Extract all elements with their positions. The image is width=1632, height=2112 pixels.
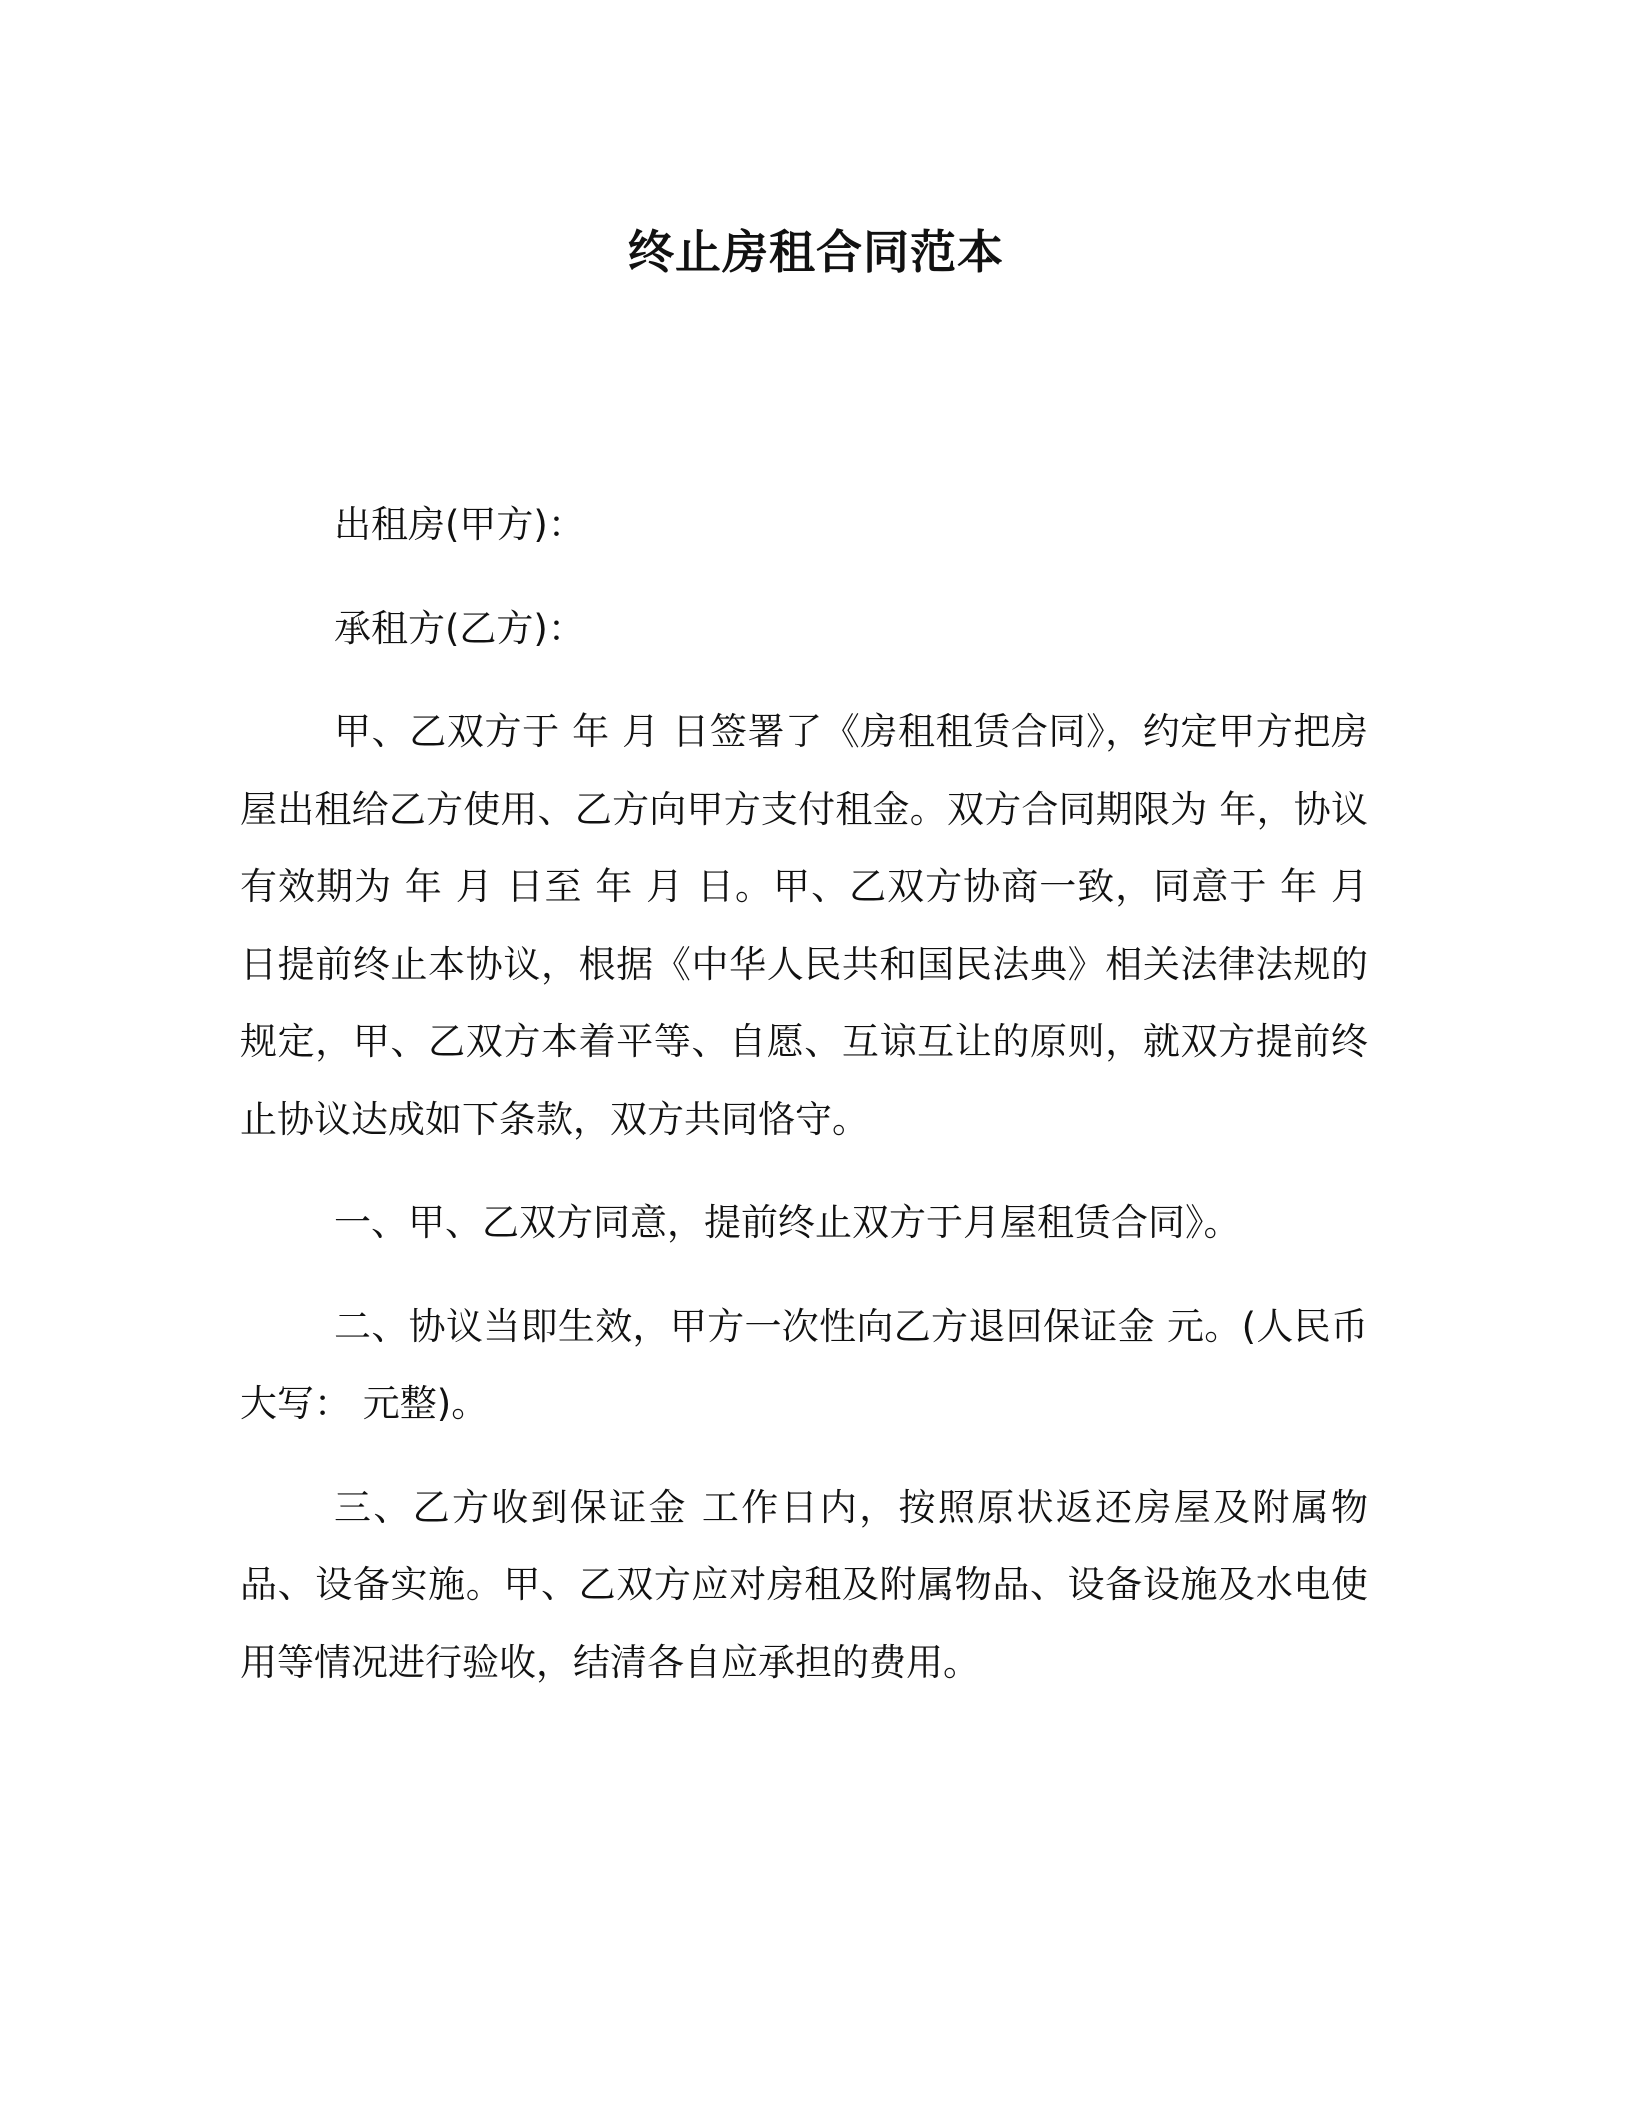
clause-1-paragraph: 一、甲、乙双方同意，提前终止双方于月屋租赁合同》。 [334,1201,1241,1244]
document-body [240,486,1368,1727]
preamble-paragraph: 甲、乙双方于 年 月 日签署了《房租租赁合同》，约定甲方把房屋出租给乙方使用、乙方向甲方支付租金。双方合同期限为 年，协议有效期为 年 月 日至 年 月 日。甲、乙双方协商一致，同意于 年 月 日提前终止本协议，根据《中华人民共和国民法典》相关法律法规的规定，甲、乙双方本着平等、自愿、互谅互让的原则，就双方提前终止协议达成如下条款，双方共同恪守。 [240,710,1368,1141]
party-a-label: 出租房(甲方)： [334,503,585,546]
clause-2-paragraph: 二、协议当即生效，甲方一次性向乙方退回保证金 元。(人民币大写： 元整)。 [240,1304,1368,1425]
page-title: 终止房租合同范本 [628,225,1004,279]
party-b-label: 承租方(乙方)： [334,606,585,650]
clause-3-paragraph: 三、乙方收到保证金 工作日内，按照原状返还房屋及附属物品、设备实施。甲、乙双方应对房租及附属物品、设备设施及水电使用等情况进行验收，结清各自应承担的费用。 [240,1485,1368,1684]
